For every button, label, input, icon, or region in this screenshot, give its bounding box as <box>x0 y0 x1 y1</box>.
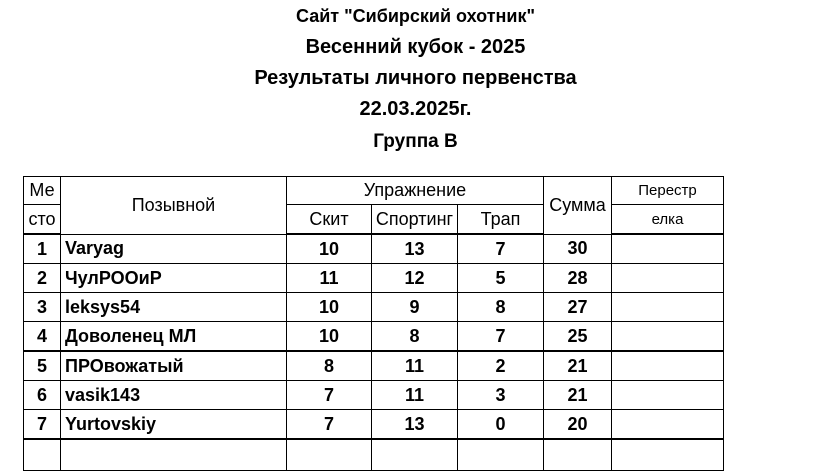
trap-cell: 2 <box>458 351 544 381</box>
sum-cell: 21 <box>544 381 612 410</box>
name-cell: Yurtovskiy <box>61 410 287 440</box>
skeet-cell: 10 <box>287 322 372 352</box>
sporting-cell: 13 <box>372 234 458 264</box>
name-cell: ЧулРООиР <box>61 264 287 293</box>
name-cell: vasik143 <box>61 381 287 410</box>
sporting-cell: 8 <box>372 322 458 352</box>
table-row <box>24 264 724 293</box>
shootoff-cell <box>612 234 724 264</box>
place-cell: 7 <box>24 410 61 440</box>
table-row <box>24 322 724 352</box>
group-title: Группа В <box>373 131 458 152</box>
name-cell: Varyag <box>61 234 287 264</box>
table-row <box>24 410 724 440</box>
skeet-cell: 7 <box>287 410 372 440</box>
sum-cell: 21 <box>544 351 612 381</box>
name-cell: leksys54 <box>61 293 287 322</box>
empty-cell <box>61 439 287 471</box>
empty-cell <box>372 439 458 471</box>
place-cell: 5 <box>24 351 61 381</box>
shootoff-cell <box>612 351 724 381</box>
header-shootoff-top: Перестр <box>612 177 724 205</box>
trap-cell: 7 <box>458 234 544 264</box>
header-sporting: Спортинг <box>372 205 458 235</box>
place-cell: 2 <box>24 264 61 293</box>
table-row <box>24 381 724 410</box>
place-cell: 1 <box>24 234 61 264</box>
table-row <box>24 293 724 322</box>
empty-cell <box>458 439 544 471</box>
cup-title: Весенний кубок - 2025 <box>305 36 526 58</box>
header-name: Позывной <box>61 177 287 235</box>
results-title: Результаты личного первенства <box>254 67 577 89</box>
name-cell: Доволенец МЛ <box>61 322 287 352</box>
empty-cell <box>544 439 612 471</box>
sporting-cell: 9 <box>372 293 458 322</box>
trap-cell: 8 <box>458 293 544 322</box>
empty-row <box>24 439 724 471</box>
trap-cell: 3 <box>458 381 544 410</box>
place-cell: 4 <box>24 322 61 352</box>
shootoff-cell <box>612 381 724 410</box>
sporting-cell: 11 <box>372 381 458 410</box>
skeet-cell: 7 <box>287 381 372 410</box>
sum-cell: 28 <box>544 264 612 293</box>
header-place-bottom: сто <box>24 205 61 235</box>
sporting-cell: 12 <box>372 264 458 293</box>
sum-cell: 30 <box>544 234 612 264</box>
trap-cell: 0 <box>458 410 544 440</box>
skeet-cell: 8 <box>287 351 372 381</box>
place-cell: 3 <box>24 293 61 322</box>
shootoff-cell <box>612 293 724 322</box>
header-place-top: Ме <box>24 177 61 205</box>
name-cell: ПРОвожатый <box>61 351 287 381</box>
skeet-cell: 10 <box>287 234 372 264</box>
empty-cell <box>24 439 61 471</box>
sum-cell: 20 <box>544 410 612 440</box>
event-date: 22.03.2025г. <box>359 98 472 120</box>
sporting-cell: 13 <box>372 410 458 440</box>
table-row <box>24 234 724 264</box>
sporting-cell: 11 <box>372 351 458 381</box>
sum-cell: 25 <box>544 322 612 352</box>
shootoff-cell <box>612 264 724 293</box>
header-exercise: Упражнение <box>287 177 544 205</box>
skeet-cell: 11 <box>287 264 372 293</box>
header-trap: Трап <box>458 205 544 235</box>
trap-cell: 5 <box>458 264 544 293</box>
empty-cell <box>612 439 724 471</box>
trap-cell: 7 <box>458 322 544 352</box>
results-table <box>23 176 724 471</box>
header-sum: Сумма <box>544 177 612 235</box>
shootoff-cell <box>612 322 724 352</box>
skeet-cell: 10 <box>287 293 372 322</box>
shootoff-cell <box>612 410 724 440</box>
header-skeet: Скит <box>287 205 372 235</box>
sum-cell: 27 <box>544 293 612 322</box>
header-shootoff-bottom: елка <box>612 205 724 235</box>
table-row <box>24 351 724 381</box>
site-title: Сайт "Сибирский охотник" <box>296 6 535 26</box>
place-cell: 6 <box>24 381 61 410</box>
empty-cell <box>287 439 372 471</box>
